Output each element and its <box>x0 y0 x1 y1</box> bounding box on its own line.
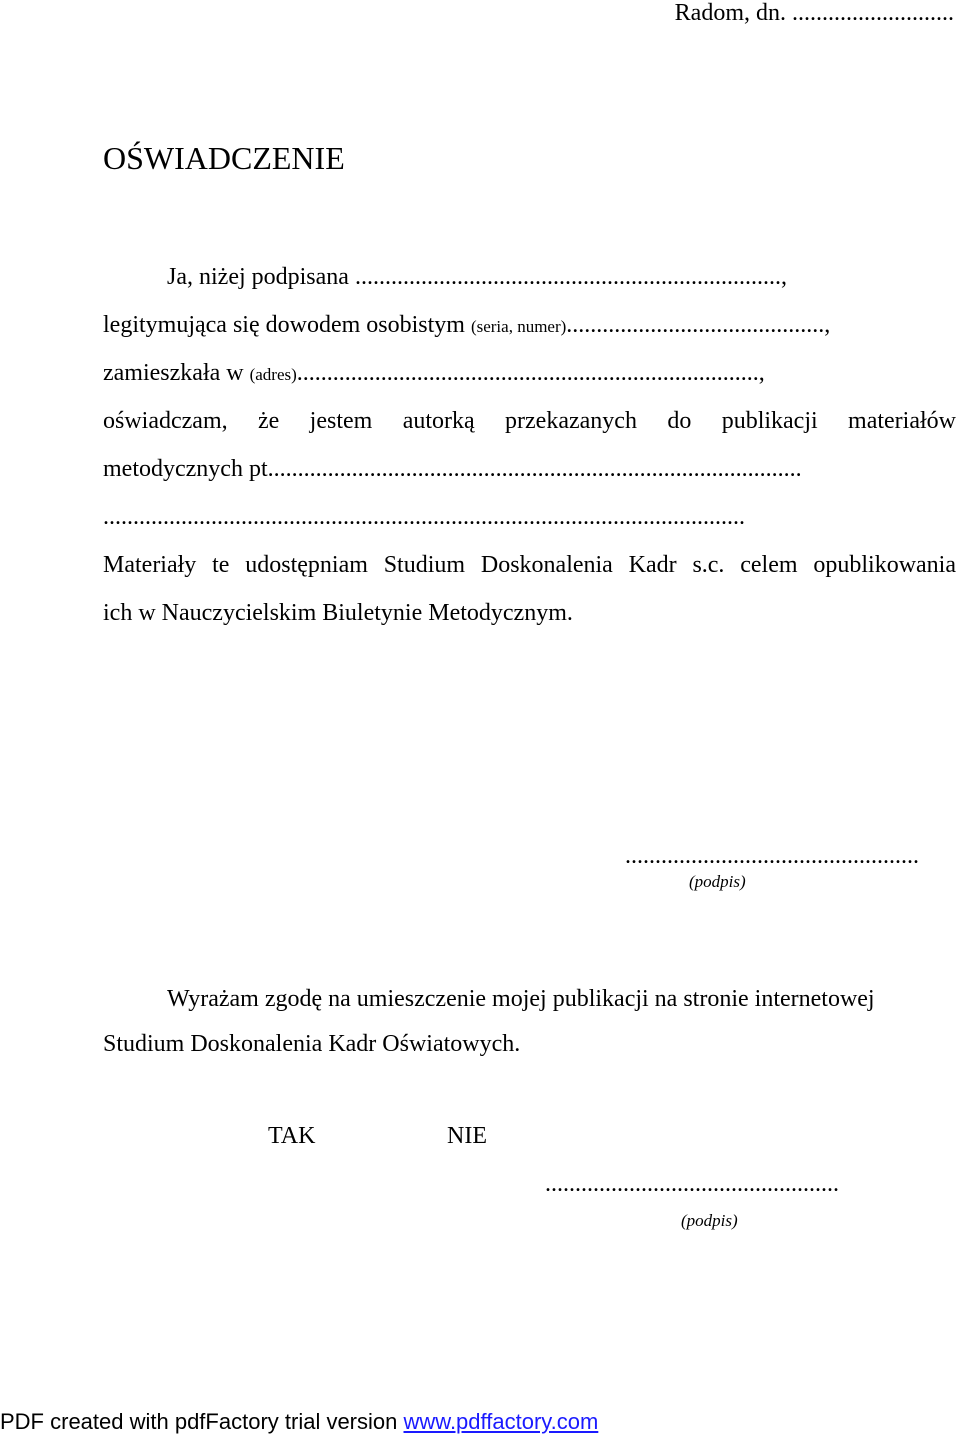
consent-no-option[interactable]: NIE <box>447 1123 487 1149</box>
declaration-line-authorship: oświadczam, że jestem autorką przekazanych do publikacji materiałów <box>103 408 956 434</box>
signature-line-1: ................................................. <box>625 843 919 869</box>
consent-line-1: Wyrażam zgodę na umieszczenie mojej publikacji na stronie internetowej <box>167 986 875 1012</box>
declaration-line-id-text: legitymująca się dowodem osobistym <box>103 312 465 338</box>
declaration-line-publish: Materiały te udostępniam Studium Doskonalenia Kadr s.c. celem opublikowania <box>103 552 956 578</box>
signature-line-2: ................................................. <box>545 1171 839 1197</box>
consent-line-2: Studium Doskonalenia Kadr Oświatowych. <box>103 1031 521 1057</box>
footer-text: PDF created with pdfFactory trial version <box>0 1409 398 1434</box>
declaration-line-title-continued: ........................................................................................................... <box>103 504 745 530</box>
document-title: OŚWIADCZENIE <box>103 140 345 176</box>
declaration-line-address <box>103 360 765 386</box>
declaration-line-id <box>103 312 830 338</box>
signature-label-2: (podpis) <box>681 1211 738 1230</box>
footer-link[interactable]: www.pdffactory.com <box>403 1409 599 1434</box>
pdf-footer <box>0 1409 598 1435</box>
declaration-line-name: Ja, niżej podpisana ......................................................................., <box>167 264 787 290</box>
declaration-line-title: metodycznych pt......................................................................................... <box>103 456 802 482</box>
consent-yes-option[interactable]: TAK <box>268 1123 316 1149</box>
id-hint: (seria, numer) <box>470 317 567 336</box>
address-hint: (adres) <box>249 365 297 384</box>
id-dots: ..........................................., <box>566 312 831 338</box>
signature-label-1: (podpis) <box>689 872 746 891</box>
declaration-line-address-text: zamieszkała w <box>103 360 244 386</box>
address-dots: ............................................................................., <box>296 360 765 386</box>
place-date: Radom, dn. ........................... <box>674 0 954 26</box>
declaration-line-bulletin: ich w Nauczycielskim Biuletynie Metodycznym. <box>103 600 573 626</box>
